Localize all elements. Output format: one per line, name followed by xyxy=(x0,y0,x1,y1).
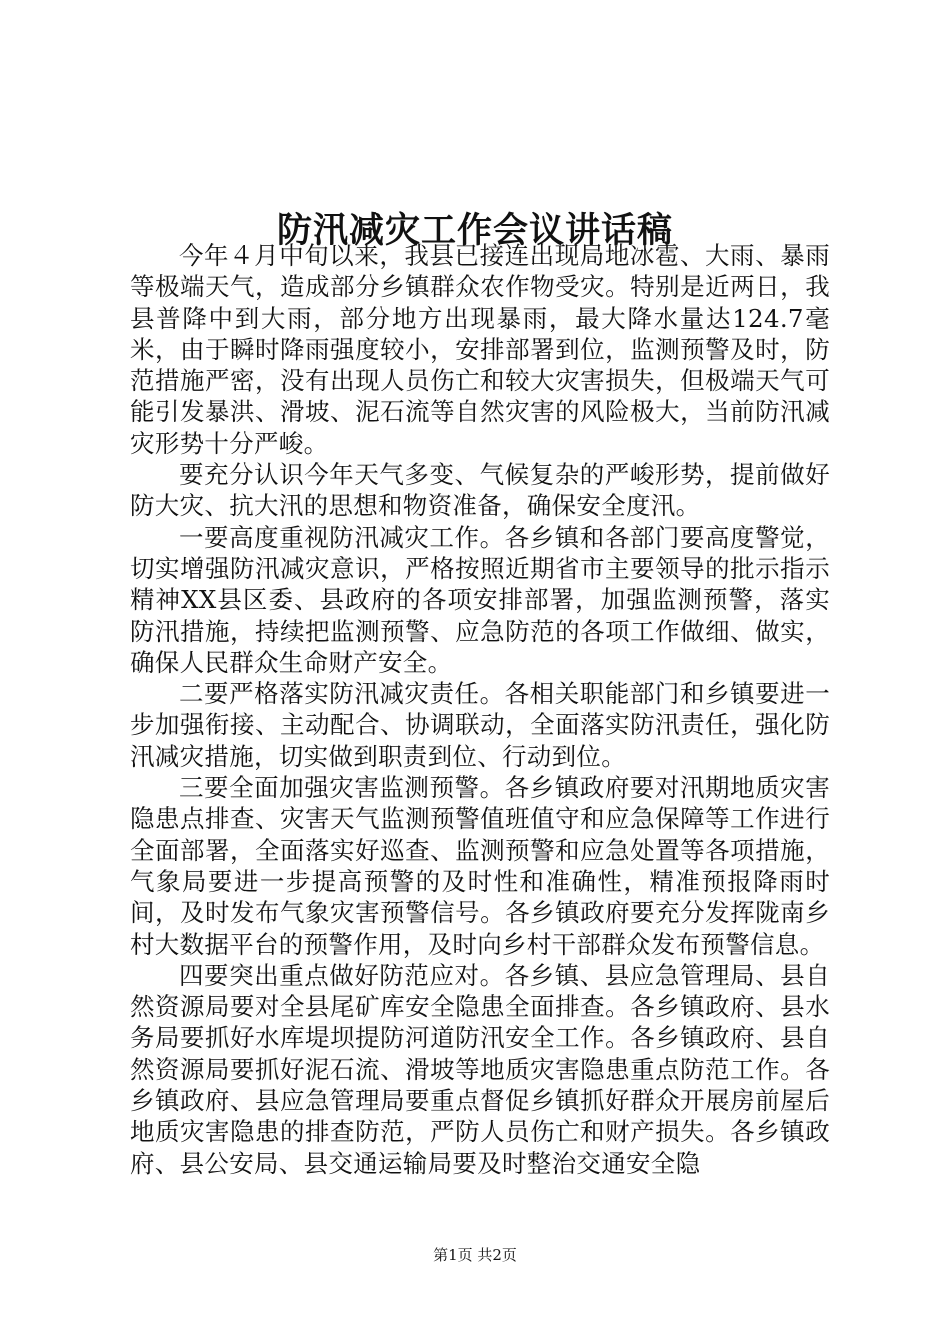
paragraph-point-three: 三要全面加强灾害监测预警。各乡镇政府要对汛期地质灾害隐患点排查、灾害天气监测预警值班值守和应急保障等工作进行全面部署，全面落实好巡查、监测预警和应急处置等各项措施，气象局要进一步提高预警的及时性和准确性，精准预报降雨时间，及时发布气象灾害预警信号。各乡镇政府要充分发挥陇南乡村大数据平台的预警作用，及时向乡村干部群众发布预警信息。 xyxy=(130,773,830,959)
document-body xyxy=(130,240,830,1179)
page-number-footer: 第1页 共2页 xyxy=(433,1246,517,1264)
paragraph-point-two: 二要严格落实防汛减灾责任。各相关职能部门和乡镇要进一步加强衔接、主动配合、协调联动，全面落实防汛责任，强化防汛减灾措施，切实做到职责到位、行动到位。 xyxy=(130,679,830,771)
paragraph-point-one: 一要高度重视防汛减灾工作。各乡镇和各部门要高度警觉，切实增强防汛减灾意识，严格按照近期省市主要领导的批示指示精神XX县区委、县政府的各项安排部署，加强监测预警，落实防汛措施，持续把监测预警、应急防范的各项工作做细、做实，确保人民群众生命财产安全。 xyxy=(130,522,830,677)
paragraph-intro: 今年４月中旬以来，我县已接连出现局地冰雹、大雨、暴雨等极端天气，造成部分乡镇群众农作物受灾。特别是近两日，我县普降中到大雨，部分地方出现暴雨，最大降水量达124.7毫米，由于瞬时降雨强度较小，安排部署到位，监测预警及时，防范措施严密，没有出现人员伤亡和较大灾害损失，但极端天气可能引发暴洪、滑坡、泥石流等自然灾害的风险极大，当前防汛减灾形势十分严峻。 xyxy=(130,241,830,458)
paragraph-awareness: 要充分认识今年天气多变、气候复杂的严峻形势，提前做好防大灾、抗大汛的思想和物资准备，确保安全度汛。 xyxy=(130,460,830,521)
document-title: 防汛减灾工作会议讲话稿 xyxy=(276,210,673,252)
paragraph-point-four: 四要突出重点做好防范应对。各乡镇、县应急管理局、县自然资源局要对全县尾矿库安全隐患全面排查。各乡镇政府、县水务局要抓好水库堤坝提防河道防汛安全工作。各乡镇政府、县自然资源局要抓好泥石流、滑坡等地质灾害隐患重点防范工作。各乡镇政府、县应急管理局要重点督促乡镇抓好群众开展房前屋后地质灾害隐患的排查防范，严防人员伤亡和财产损失。各乡镇政府、县公安局、县交通运输局要及时整治交通安全隐 xyxy=(130,960,830,1178)
